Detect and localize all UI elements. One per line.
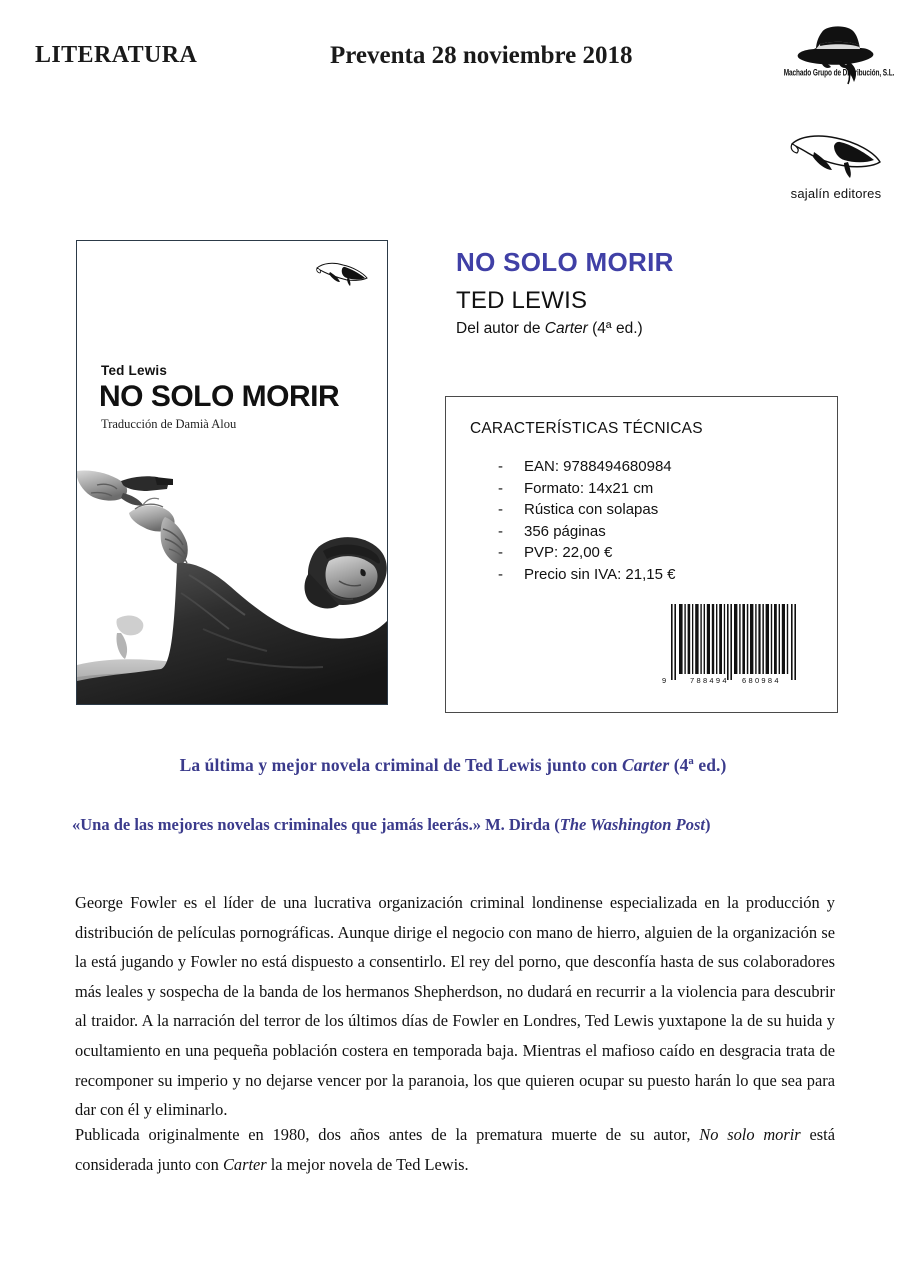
spec-bullet-dash: - — [498, 501, 503, 518]
tagline-primary — [0, 755, 906, 776]
synopsis-p2-part2: está considerada junto con — [75, 1125, 835, 1174]
cover-author-name: Ted Lewis — [101, 363, 168, 378]
synopsis-paragraph-1: George Fowler es el líder de una lucrativa organización criminal londinense especializada en la producción y distribución de películas pornográficas. Aunque dirige el negocio con mano de hierro, alguien de la organización se la está jugando y Fowler no está dispuesto a consentirlo. El rey del porno, que desconfía hasta de sus colaboradores más leales y sospecha de la banda de los hermanos Shepherdson, no dudará en recurrir a la violencia para descubrir al traidor. A la narración del terror de los últimos días de Fowler en Londres, Ted Lewis yuxtapone la de su huida y ocultamiento en una pequeña población costera en temporada baja. Mientras el mafioso caído en desgracia trata de recomponer su imperio y no dejarse vencer por la paranoia, los que quieren ocupar su puesto harán lo que sea para dar con él y eliminarlo. — [75, 893, 835, 1120]
barcode-digit-group-1: 9 — [662, 676, 667, 685]
book-cover-image — [76, 240, 388, 705]
spec-item-text: Precio sin IVA: 21,15 € — [524, 565, 676, 583]
page-category-heading: LITERATURA — [35, 42, 198, 68]
product-subtitle — [456, 320, 643, 338]
spec-item-price-no-vat — [498, 564, 675, 586]
spec-bullet-dash: - — [498, 565, 503, 583]
technical-specs-box — [445, 396, 838, 713]
cover-title-text: NO SOLO MORIR — [99, 380, 340, 413]
product-title — [456, 247, 674, 278]
release-date-heading: Preventa 28 noviembre 2018 — [330, 42, 633, 69]
spec-item-ean — [498, 456, 675, 478]
synopsis-paragraph-2 — [75, 1120, 835, 1179]
synopsis-p2-part1: Publicada originalmente en 1980, dos años antes de la prematura muerte de su autor, — [75, 1125, 700, 1144]
cover-whale-logo-icon — [315, 259, 369, 287]
product-subtitle-suffix: (4ª ed.) — [587, 320, 643, 337]
product-subtitle-italic-title: Carter — [544, 320, 588, 337]
synopsis-p2-italic-carter: Carter — [222, 1154, 267, 1174]
tagline-primary-part1: La última y mejor novela criminal de Ted Lewis junto con — [179, 755, 622, 775]
spec-bullet-dash: - — [498, 522, 503, 540]
cover-translator-credit: Traducción de Damià Alou — [101, 417, 237, 431]
barcode-digit-group-2: 788494 — [690, 676, 729, 685]
tagline-quote-part2: ) — [704, 815, 711, 834]
tagline-primary-italic: Carter — [621, 755, 670, 775]
product-author: TED LEWIS — [456, 287, 588, 314]
tagline-quote-italic-source: The Washington Post — [559, 815, 705, 834]
spec-item-text: PVP: 22,00 € — [524, 544, 613, 561]
specs-heading: CARACTERÍSTICAS TÉCNICAS — [470, 420, 703, 437]
spec-item-text: Formato: 14x21 cm — [524, 479, 654, 497]
spec-item-text: Rústica con solapas — [524, 501, 659, 518]
machado-logo-caption: Machado Grupo de Distribución, S.L. — [783, 68, 895, 79]
tagline-quote-part1: «Una de las mejores novelas criminales que jamás leerás.» M. Dirda ( — [72, 815, 560, 834]
tagline-quote — [72, 815, 862, 835]
spec-item-formato — [498, 478, 675, 500]
specs-list — [498, 456, 675, 585]
spec-item-pages — [498, 521, 675, 543]
sajalin-whale-logo-icon — [788, 128, 884, 180]
spec-item-binding — [498, 499, 675, 521]
barcode-digits — [661, 676, 807, 688]
spec-bullet-dash: - — [498, 479, 503, 497]
barcode — [661, 602, 807, 692]
synopsis-p2-italic-title: No solo morir — [699, 1125, 801, 1144]
spec-item-text: EAN: 9788494680984 — [524, 458, 672, 475]
sajalin-logo-caption: sajalín editores — [790, 186, 882, 201]
barcode-digit-group-3: 680984 — [742, 676, 781, 685]
tagline-primary-part2: (4ª ed.) — [669, 755, 727, 775]
cover-photograph — [77, 469, 388, 705]
synopsis-p2-part3: la mejor novela de Ted Lewis. — [266, 1154, 469, 1174]
spec-bullet-dash: - — [498, 544, 503, 561]
spec-item-text: 356 páginas — [524, 522, 606, 540]
product-subtitle-prefix: Del autor de — [456, 320, 545, 337]
spec-item-pvp — [498, 542, 675, 564]
product-title-text: NO SOLO MORIR — [456, 247, 674, 277]
spec-bullet-dash: - — [498, 458, 503, 475]
